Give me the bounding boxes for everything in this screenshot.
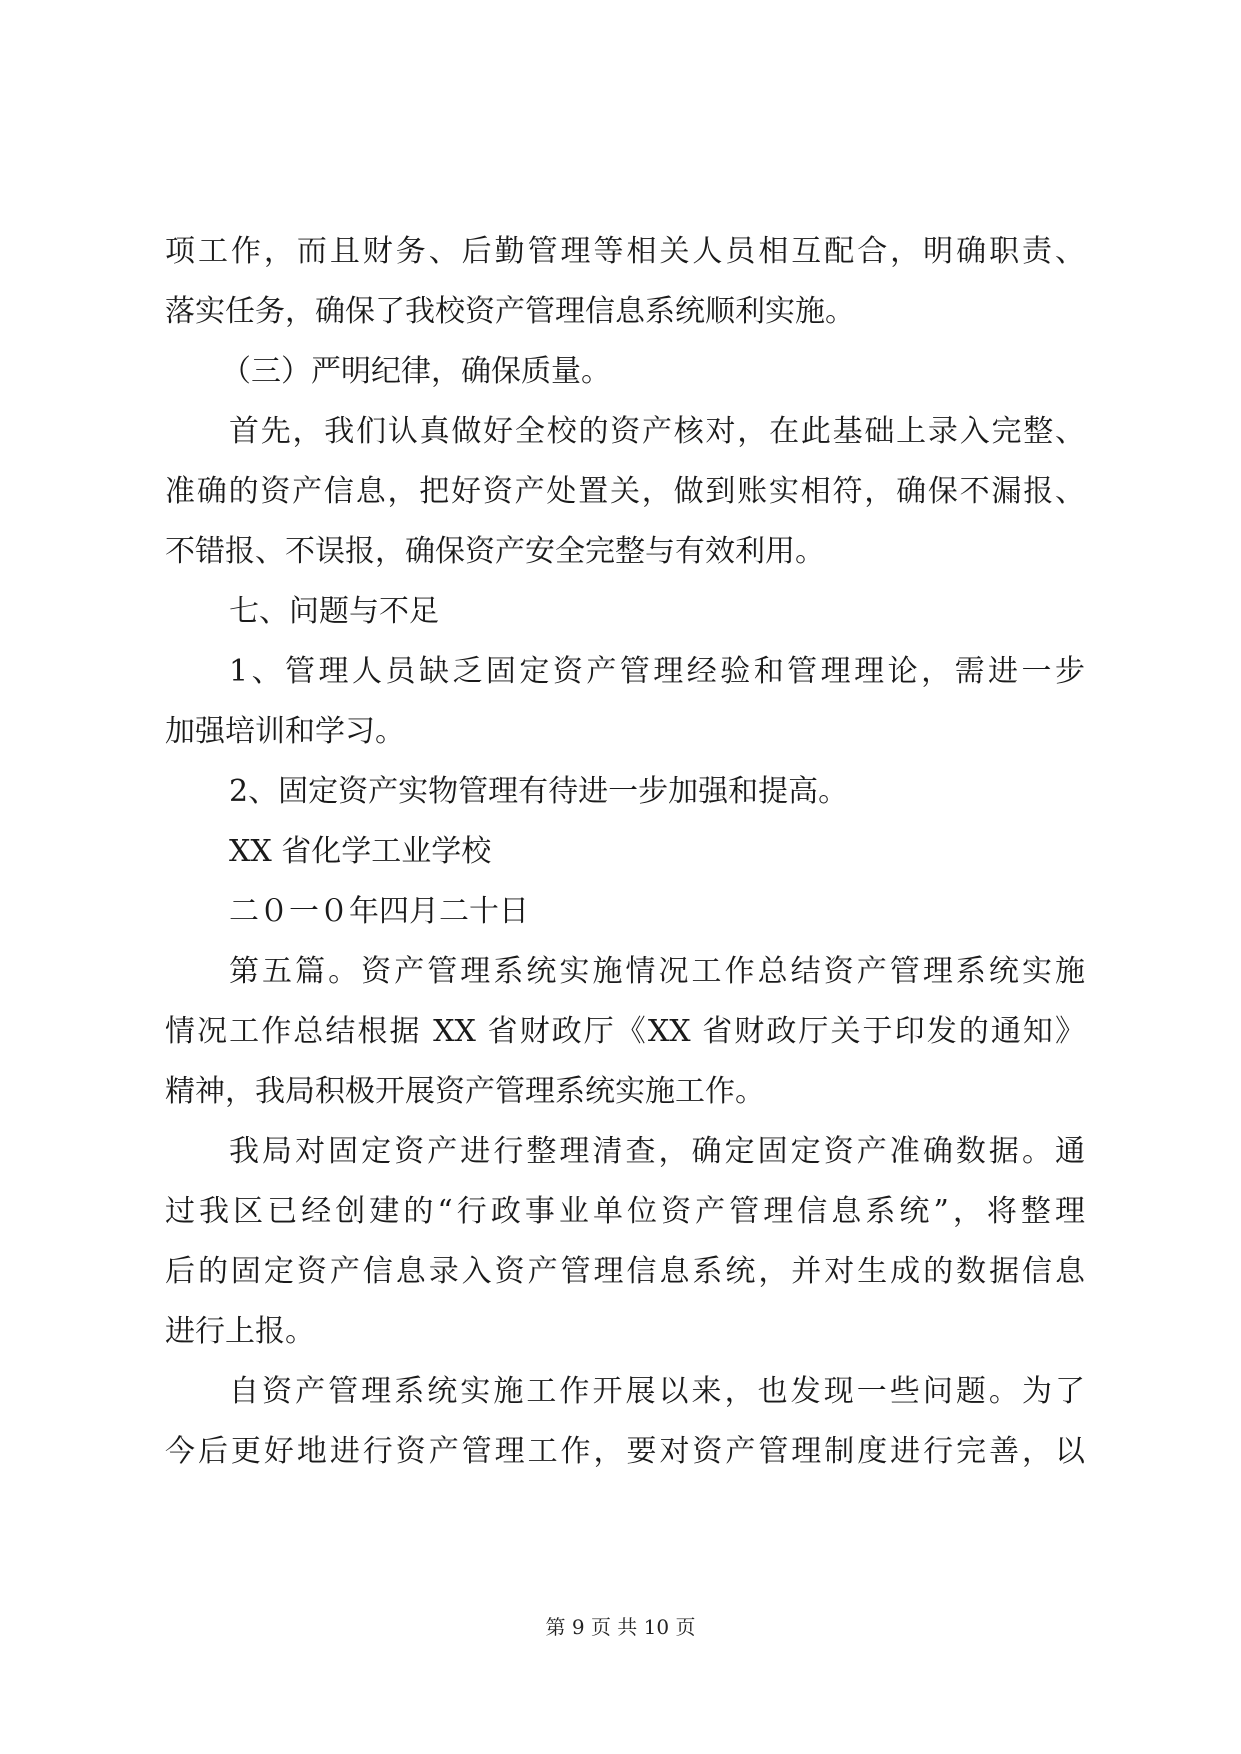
signature-organization: XX 省化学工业学校 [229,834,492,869]
text-line: 进行上报。 [165,1314,315,1349]
text-line: 首先，我们认真做好全校的资产核对，在此基础上录入完整、 [229,414,1085,449]
text-line: 准确的资产信息，把好资产处置关，做到账实相符，确保不漏报、 [165,474,1085,509]
text-line: 1、管理人员缺乏固定资产管理经验和管理理论，需进一步 [229,654,1085,689]
text-line: 加强培训和学习。 [165,714,405,749]
text-line: 自资产管理系统实施工作开展以来，也发现一些问题。为了 [229,1374,1085,1409]
text-line: 后的固定资产信息录入资产管理信息系统，并对生成的数据信息 [165,1254,1085,1289]
text-line: 落实任务，确保了我校资产管理信息系统顺利实施。 [165,294,855,329]
section-heading: 七、问题与不足 [229,594,439,629]
text-line: 第五篇。资产管理系统实施情况工作总结资产管理系统实施 [229,954,1085,989]
document-body [165,222,1085,1482]
text-line: 今后更好地进行资产管理工作，要对资产管理制度进行完善，以 [165,1434,1085,1469]
text-line: 情况工作总结根据 XX 省财政厅《XX 省财政厅关于印发的通知》 [165,1014,1085,1049]
text-line: 2、固定资产实物管理有待进一步加强和提高。 [229,774,849,809]
text-line: 不错报、不误报，确保资产安全完整与有效利用。 [165,534,825,569]
signature-date: 二０一０年四月二十日 [229,894,529,929]
text-line: 精神，我局积极开展资产管理系统实施工作。 [165,1074,765,1109]
text-line: 我局对固定资产进行整理清查，确定固定资产准确数据。通 [229,1134,1085,1169]
page-number-footer: 第 9 页 共 10 页 [545,1615,696,1639]
text-line: 项工作，而且财务、后勤管理等相关人员相互配合，明确职责、 [165,234,1085,269]
section-heading: （三）严明纪律，确保质量。 [221,354,611,389]
text-line: 过我区已经创建的“行政事业单位资产管理信息系统”，将整理 [165,1194,1085,1229]
